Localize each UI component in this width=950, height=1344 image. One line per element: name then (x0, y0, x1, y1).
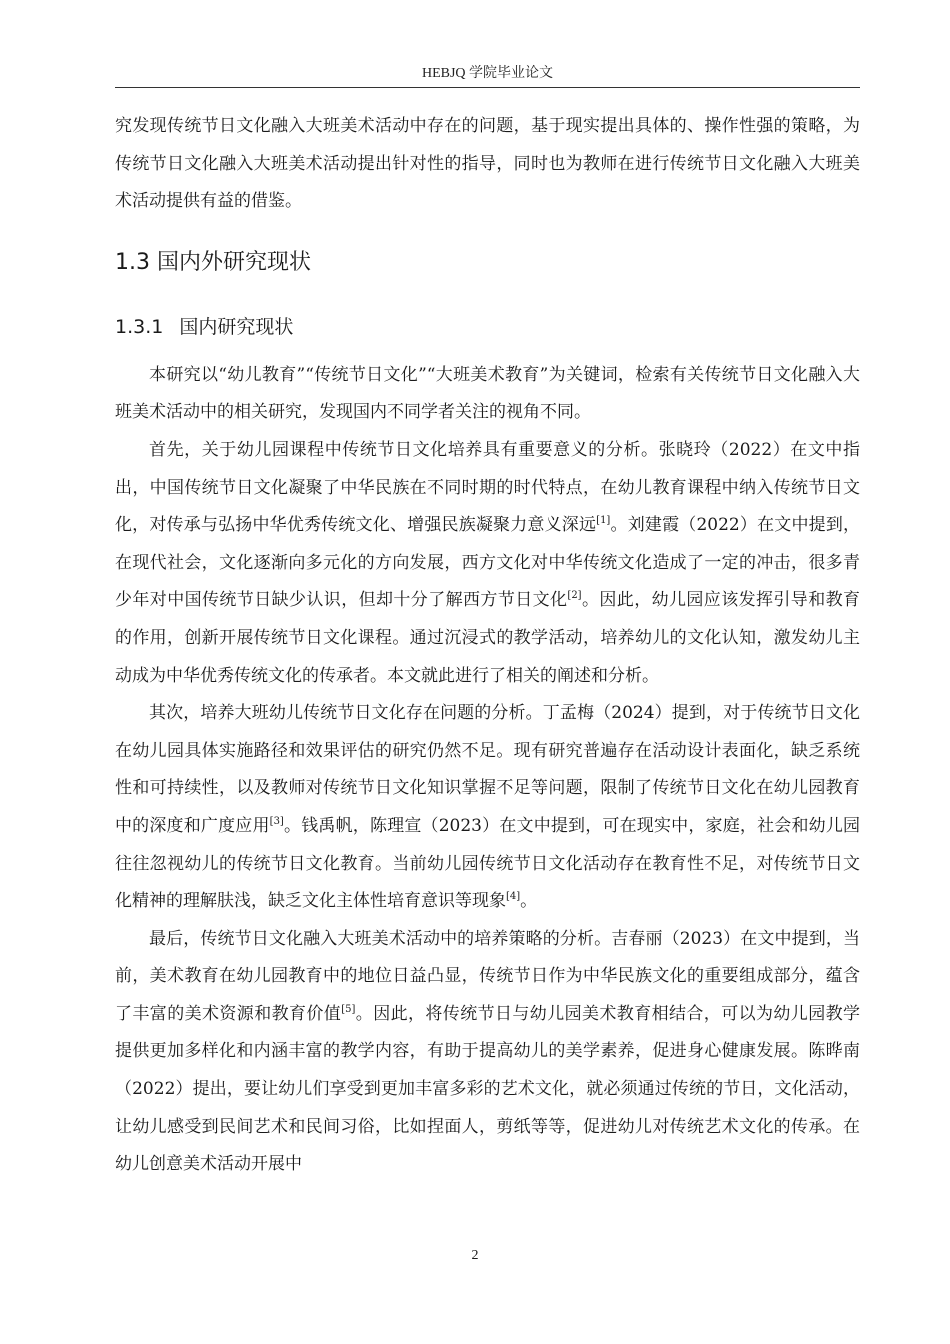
citation-ref-3: [3] (269, 815, 284, 827)
header-rule (115, 87, 860, 88)
citation-ref-5: [5] (341, 1003, 356, 1015)
paragraph-text: 首先，关于幼儿园课程中传统节日文化培养具有重要意义的分析。张晓玲（2022）在文中指出，中国传统节日文化凝聚了中华民族在不同时期的时代特点，在幼儿教育课程中纳入传统节日文化，对传承与弘扬中华优秀传统文化、增强民族凝聚力意义深远 (115, 439, 860, 536)
body-paragraph-4 (115, 921, 860, 1184)
section-number: 1.3 (115, 249, 150, 275)
page-number: 2 (471, 1248, 479, 1263)
section-heading (115, 243, 860, 283)
paragraph-text: 。钱禹帆，陈理宣（2023）在文中提到，可在现实中，家庭，社会和幼儿园往往忽视幼儿的传统节日文化教育。当前幼儿园传统节日文化活动存在教育性不足，对传统节日文化精神的理解肤浅，缺乏文化主体性培育意识等现象 (115, 815, 861, 912)
paragraph-text: 。因此，将传统节日与幼儿园美术教育相结合，可以为幼儿园教学提供更加多样化和内涵丰富的教学内容，有助于提高幼儿的美学素养，促进身心健康发展。陈晔南（2022）提出，要让幼儿们享受到更加丰富多彩的艺术文化，就必须通过传统的节日，文化活动，让幼儿感受到民间艺术和民间习俗，比如捏面人，剪纸等等，促进幼儿对传统艺术文化的传承。在幼儿创意美术活动开展中 (115, 1003, 861, 1175)
subsection-number: 1.3.1 (115, 315, 164, 338)
page-header: HEBJQ 学院毕业论文 (421, 66, 554, 81)
citation-ref-1: [1] (596, 515, 611, 527)
body-paragraph-1: 本研究以“幼儿教育”“传统节日文化”“大班美术教育”为关键词，检索有关传统节日文化融入大班美术活动中的相关研究，发现国内不同学者关注的视角不同。 (115, 364, 860, 423)
section-title: 国内外研究现状 (157, 249, 312, 275)
subsection-heading (115, 309, 860, 345)
paragraph-text: 。 (520, 891, 538, 912)
subsection-title: 国内研究现状 (179, 315, 294, 338)
citation-ref-2: [2] (567, 590, 582, 602)
page-body (115, 108, 860, 1184)
body-paragraph-3 (115, 695, 860, 921)
paragraph-text: 。刘建霞（2022）在文中提到，在现代社会，文化逐渐向多元化的方向发展，西方文化对中华传统文化造成了一定的冲击，很多青少年对中国传统节日缺少认识，但却十分了解西方节日文化 (115, 515, 861, 611)
paragraph-text: 其次，培养大班幼儿传统节日文化存在问题的分析。丁孟梅（2024）提到，对于传统节日文化在幼儿园具体实施路径和效果评估的研究仍然不足。现有研究普遍存在活动设计表面化，缺乏系统性和可持续性，以及教师对传统节日文化知识掌握不足等问题，限制了传统节日文化在幼儿园教育中的深度和广度应用 (115, 703, 860, 836)
intro-paragraph: 究发现传统节日文化融入大班美术活动中存在的问题，基于现实提出具体的、操作性强的策略，为传统节日文化融入大班美术活动提出针对性的指导，同时也为教师在进行传统节日文化融入大班美术活动提供有益的借鉴。 (115, 116, 860, 212)
paragraph-text: 。因此，幼儿园应该发挥引导和教育的作用，创新开展传统节日文化课程。通过沉浸式的教学活动，培养幼儿的文化认知，激发幼儿主动成为中华优秀传统文化的传承者。本文就此进行了相关的阐述和分析。 (115, 590, 861, 686)
body-paragraph-2 (115, 432, 860, 695)
citation-ref-4: [4] (506, 891, 521, 903)
paragraph-text: 最后，传统节日文化融入大班美术活动中的培养策略的分析。吉春丽（2023）在文中提到，当前，美术教育在幼儿园教育中的地位日益凸显，传统节日作为中华民族文化的重要组成部分，蕴含了丰富的美术资源和教育价值 (115, 928, 860, 1024)
